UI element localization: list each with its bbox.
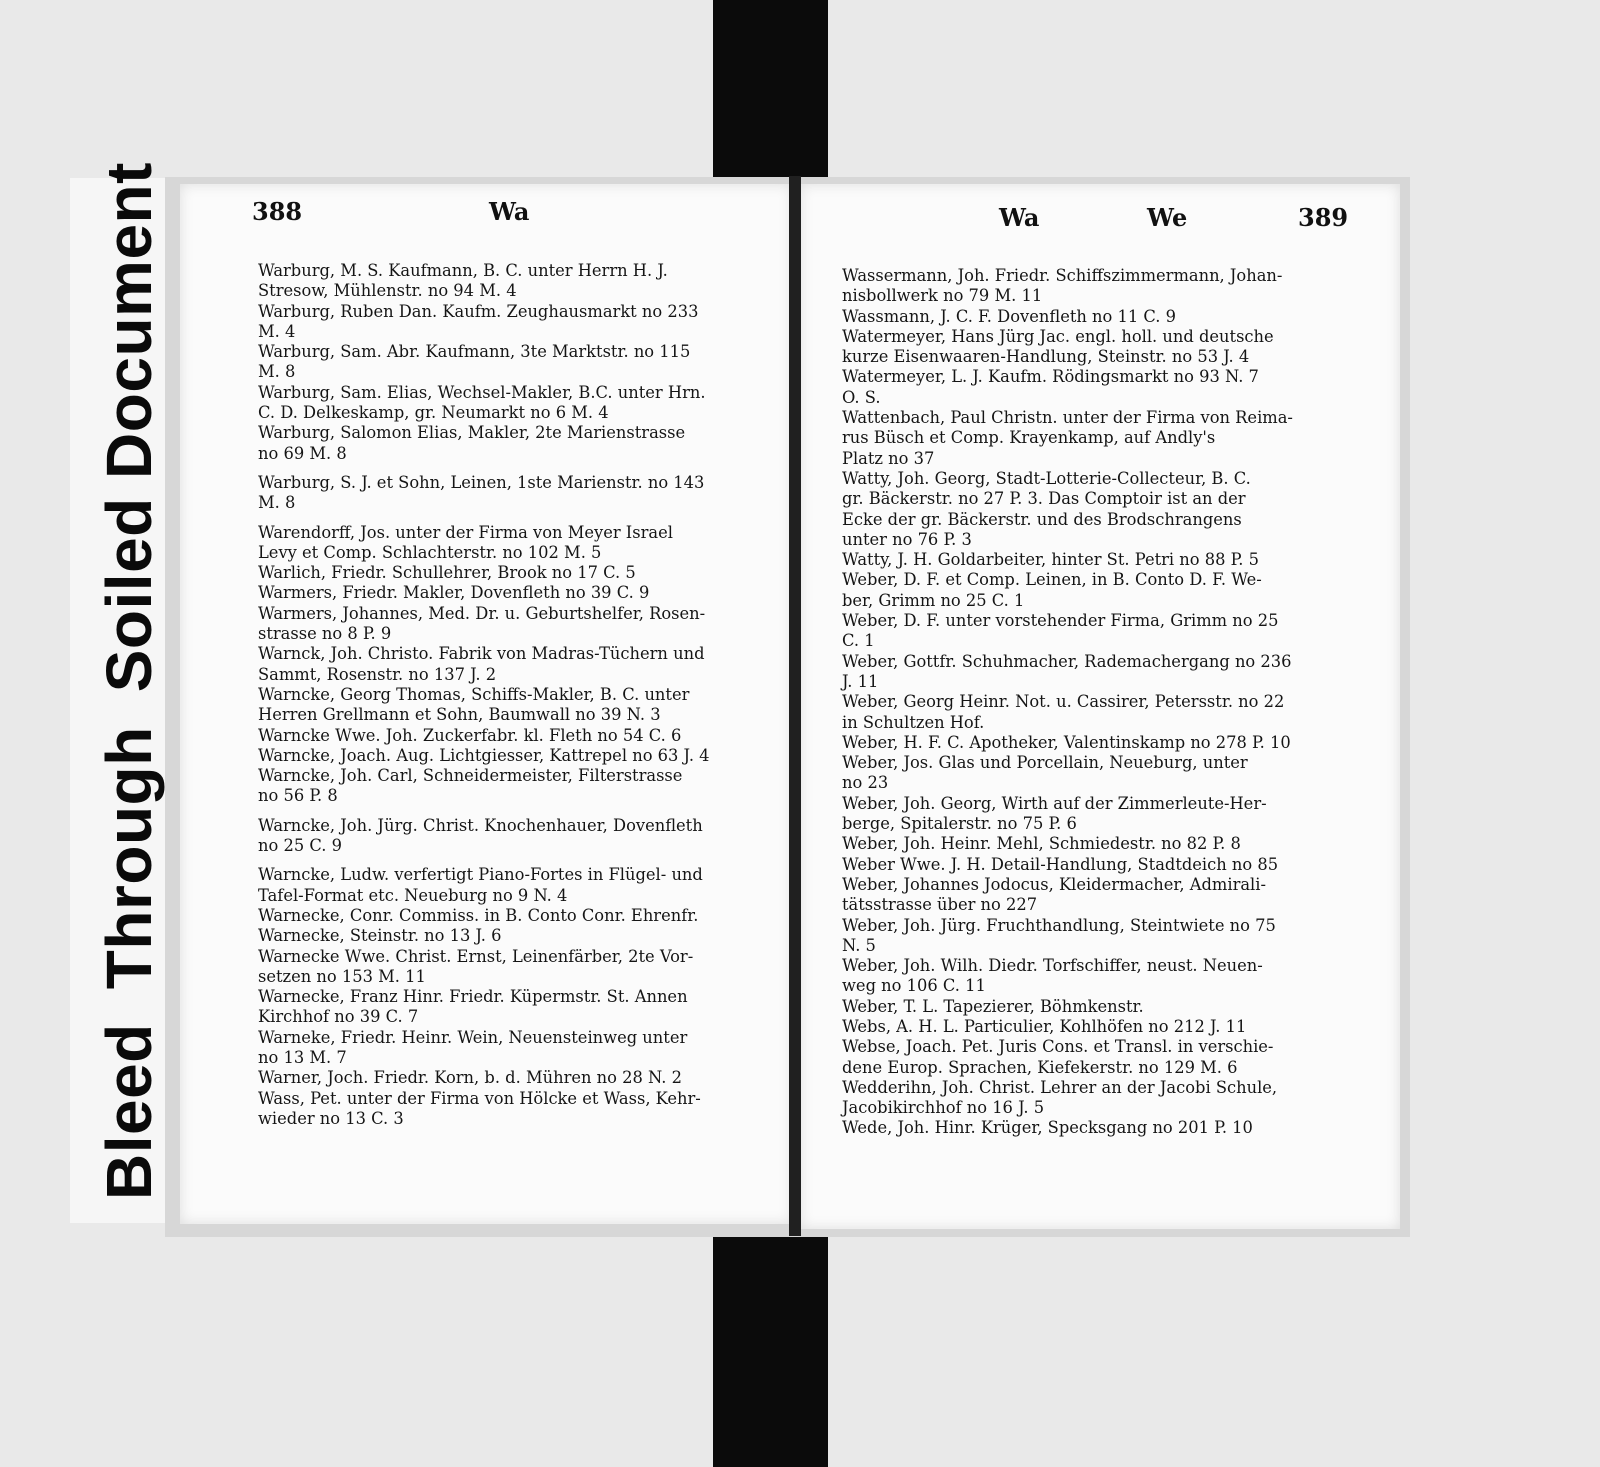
right-page-number: 389 xyxy=(1298,203,1349,232)
entry-line: Weber, Jos. Glas und Porcellain, Neueburg, unter xyxy=(842,753,1248,773)
entry-line: Wedderihn, Joh. Christ. Lehrer an der Jacobi Schule, xyxy=(842,1077,1278,1097)
entry-line: Warburg, Sam. Elias, Wechsel-Makler, B.C. unter Hrn. xyxy=(258,382,706,402)
directory-entry xyxy=(258,947,758,988)
entry-line: no 13 M. 7 xyxy=(258,1047,347,1067)
entry-line: J. 11 xyxy=(842,671,879,691)
entry-line: Weber, Gottfr. Schuhmacher, Rademachergang no 236 xyxy=(842,651,1292,671)
entry-line: Weber, D. F. et Comp. Leinen, in B. Conto D. F. We- xyxy=(842,570,1262,590)
entry-line: in Schultzen Hof. xyxy=(842,712,985,732)
left-entries-list xyxy=(258,261,758,1129)
entry-line: rus Büsch et Comp. Krayenkamp, auf Andly's xyxy=(842,428,1216,448)
entry-line: weg no 106 C. 11 xyxy=(842,976,986,996)
entry-line: Ecke der gr. Bäckerstr. und des Brodschrangens xyxy=(842,509,1242,529)
entry-line: Warnecke, Steinstr. no 13 J. 6 xyxy=(258,926,502,946)
entry-line: Wassermann, Joh. Friedr. Schiffszimmermann, Johan- xyxy=(842,266,1283,285)
entry-line: no 69 M. 8 xyxy=(258,443,347,463)
entry-line: dene Europ. Sprachen, Kiefekerstr. no 129 M. 6 xyxy=(842,1057,1238,1077)
directory-entry xyxy=(842,956,1342,997)
directory-entry xyxy=(258,726,758,746)
through-label: Through xyxy=(93,726,165,990)
entry-line: Herren Grellmann et Sohn, Baumwall no 39 N. 3 xyxy=(258,705,661,725)
directory-entry xyxy=(258,583,758,603)
entry-line: M. 8 xyxy=(258,362,296,382)
directory-entry xyxy=(258,766,758,807)
entry-line: Wass, Pet. unter der Firma von Hölcke et Wass, Kehr- xyxy=(258,1088,701,1108)
directory-entry xyxy=(258,563,758,583)
entry-line: Warnecke, Franz Hinr. Friedr. Küpermstr. St. Annen xyxy=(258,987,688,1007)
entry-line: strasse no 8 P. 9 xyxy=(258,624,392,644)
directory-entry xyxy=(258,342,758,383)
directory-entry xyxy=(842,834,1342,854)
directory-entry xyxy=(258,816,758,857)
entry-line: Weber, D. F. unter vorstehender Firma, Grimm no 25 xyxy=(842,611,1279,631)
entry-line: ber, Grimm no 25 C. 1 xyxy=(842,590,1025,610)
entry-line: Weber, Georg Heinr. Not. u. Cassirer, Petersstr. no 22 xyxy=(842,692,1285,712)
entry-line: Webs, A. H. L. Particulier, Kohlhöfen no 212 J. 11 xyxy=(842,1016,1247,1036)
entry-line: tätsstrasse über no 227 xyxy=(842,895,1038,915)
directory-entry xyxy=(842,469,1342,550)
directory-entry xyxy=(258,383,758,424)
directory-entry xyxy=(842,692,1342,733)
directory-entry xyxy=(842,408,1342,469)
directory-entry xyxy=(258,604,758,645)
entry-line: Tafel-Format etc. Neueburg no 9 N. 4 xyxy=(258,885,568,905)
directory-entry xyxy=(842,550,1342,570)
directory-entry xyxy=(258,746,758,766)
entry-line: Wattenbach, Paul Christn. unter der Firma von Reima- xyxy=(842,408,1293,428)
entry-line: Weber, Joh. Wilh. Diedr. Torfschiffer, neust. Neuen- xyxy=(842,956,1263,976)
directory-entry xyxy=(258,1028,758,1069)
entry-line: Webse, Joach. Pet. Juris Cons. et Transl. in verschie- xyxy=(842,1037,1274,1057)
entry-line: C. D. Delkeskamp, gr. Neumarkt no 6 M. 4 xyxy=(258,403,609,423)
entry-line: Warner, Joch. Friedr. Korn, b. d. Mühren no 28 N. 2 xyxy=(258,1068,682,1088)
entry-line: Warburg, M. S. Kaufmann, B. C. unter Herrn H. J. xyxy=(258,261,668,280)
directory-entry xyxy=(842,916,1342,957)
entry-line: unter no 76 P. 3 xyxy=(842,529,972,549)
entry-line: Sammt, Rosenstr. no 137 J. 2 xyxy=(258,664,497,684)
directory-entry xyxy=(842,611,1342,652)
directory-entry xyxy=(842,855,1342,875)
directory-entry xyxy=(842,327,1342,368)
directory-entry xyxy=(842,367,1342,408)
entry-line: Weber, H. F. C. Apotheker, Valentinskamp no 278 P. 10 xyxy=(842,732,1291,752)
entry-line: setzen no 153 M. 11 xyxy=(258,966,426,986)
directory-entry xyxy=(842,570,1342,611)
entry-line: M. 8 xyxy=(258,493,296,513)
entry-line: gr. Bäckerstr. no 27 P. 3. Das Comptoir ist an der xyxy=(842,489,1246,509)
entry-line: Warburg, Salomon Elias, Makler, 2te Marienstrasse xyxy=(258,423,686,443)
bleed-label: Bleed xyxy=(93,1023,165,1200)
directory-entry xyxy=(258,865,758,906)
directory-entry xyxy=(842,1118,1342,1138)
right-entries-list xyxy=(842,266,1342,1139)
book-gutter xyxy=(789,176,801,1236)
entry-line: Warneke, Friedr. Heinr. Wein, Neuensteinweg unter xyxy=(258,1027,688,1047)
directory-entry xyxy=(258,423,758,464)
directory-entry xyxy=(842,997,1342,1017)
directory-entry xyxy=(842,652,1342,693)
entry-line: no 25 C. 9 xyxy=(258,836,342,856)
entry-line: O. S. xyxy=(842,387,881,407)
entry-line: Warncke Wwe. Joh. Zuckerfabr. kl. Fleth no 54 C. 6 xyxy=(258,725,682,745)
left-page-number: 388 xyxy=(252,197,303,226)
directory-entry xyxy=(258,987,758,1028)
entry-line: Weber Wwe. J. H. Detail-Handlung, Stadtdeich no 85 xyxy=(842,854,1279,874)
right-page-header-left: Wa xyxy=(999,203,1040,232)
directory-entry xyxy=(258,685,758,726)
entry-line: Warmers, Johannes, Med. Dr. u. Geburtshelfer, Rosen- xyxy=(258,603,706,623)
entry-line: no 56 P. 8 xyxy=(258,786,338,806)
directory-entry xyxy=(258,523,758,564)
soiled-document-label: Soiled Document xyxy=(93,162,165,693)
entry-line: nisbollwerk no 79 M. 11 xyxy=(842,286,1043,306)
entry-line: C. 1 xyxy=(842,631,875,651)
sidebar-labels xyxy=(92,128,166,1200)
entry-line: kurze Eisenwaaren-Handlung, Steinstr. no 53 J. 4 xyxy=(842,347,1250,367)
entry-line: Warnecke Wwe. Christ. Ernst, Leinenfärber, 2te Vor- xyxy=(258,946,694,966)
directory-entry xyxy=(842,307,1342,327)
directory-entry xyxy=(258,906,758,947)
entry-line: Warnecke, Conr. Commiss. in B. Conto Conr. Ehrenfr. xyxy=(258,905,699,925)
directory-entry xyxy=(842,266,1342,307)
directory-entry xyxy=(258,1089,758,1130)
entry-line: Watty, J. H. Goldarbeiter, hinter St. Petri no 88 P. 5 xyxy=(842,550,1260,570)
entry-line: no 23 xyxy=(842,773,889,793)
directory-entry xyxy=(258,1068,758,1088)
directory-entry xyxy=(842,753,1342,794)
directory-entry xyxy=(258,261,758,302)
directory-entry xyxy=(842,1078,1342,1119)
entry-line: Warncke, Georg Thomas, Schiffs-Makler, B. C. unter xyxy=(258,684,690,704)
entry-line: Levy et Comp. Schlachterstr. no 102 M. 5 xyxy=(258,542,602,562)
entry-line: Warburg, S. J. et Sohn, Leinen, 1ste Marienstr. no 143 xyxy=(258,472,705,492)
entry-line: Wassmann, J. C. F. Dovenfleth no 11 C. 9 xyxy=(842,306,1176,326)
directory-entry xyxy=(842,733,1342,753)
entry-line: Jacobikirchhof no 16 J. 5 xyxy=(842,1098,1045,1118)
entry-line: Weber, T. L. Tapezierer, Böhmkenstr. xyxy=(842,996,1144,1016)
directory-entry xyxy=(842,1037,1342,1078)
entry-line: Warncke, Joach. Aug. Lichtgiesser, Kattrepel no 63 J. 4 xyxy=(258,745,710,765)
entry-line: Wede, Joh. Hinr. Krüger, Specksgang no 201 P. 10 xyxy=(842,1118,1253,1138)
right-page-header-right: We xyxy=(1147,203,1188,232)
entry-line: Kirchhof no 39 C. 7 xyxy=(258,1007,419,1027)
left-page-header: Wa xyxy=(489,197,530,226)
entry-line: Watermeyer, L. J. Kaufm. Rödingsmarkt no 93 N. 7 xyxy=(842,367,1259,387)
entry-line: Watty, Joh. Georg, Stadt-Lotterie-Collecteur, B. C. xyxy=(842,468,1251,488)
entry-line: Weber, Joh. Jürg. Fruchthandlung, Steintwiete no 75 xyxy=(842,915,1276,935)
binding-strap-bottom xyxy=(713,1230,828,1467)
directory-entry xyxy=(258,473,758,514)
entry-line: Weber, Johannes Jodocus, Kleidermacher, Admirali- xyxy=(842,874,1266,894)
entry-line: Watermeyer, Hans Jürg Jac. engl. holl. und deutsche xyxy=(842,326,1274,346)
entry-line: Warncke, Joh. Carl, Schneidermeister, Filterstrasse xyxy=(258,766,683,786)
entry-line: Warlich, Friedr. Schullehrer, Brook no 17 C. 5 xyxy=(258,563,636,583)
entry-line: Warncke, Ludw. verfertigt Piano-Fortes in Flügel- und xyxy=(258,865,703,885)
entry-line: berge, Spitalerstr. no 75 P. 6 xyxy=(842,814,1077,834)
entry-line: Platz no 37 xyxy=(842,448,935,468)
entry-line: wieder no 13 C. 3 xyxy=(258,1108,404,1128)
directory-entry xyxy=(842,794,1342,835)
entry-line: N. 5 xyxy=(842,935,876,955)
entry-line: Warnck, Joh. Christo. Fabrik von Madras-Tüchern und xyxy=(258,644,705,664)
entry-line: Warendorff, Jos. unter der Firma von Meyer Israel xyxy=(258,522,673,542)
directory-entry xyxy=(842,875,1342,916)
entry-line: Warburg, Ruben Dan. Kaufm. Zeughausmarkt no 233 xyxy=(258,301,699,321)
entry-line: Warncke, Joh. Jürg. Christ. Knochenhauer, Dovenfleth xyxy=(258,815,703,835)
directory-entry xyxy=(842,1017,1342,1037)
entry-line: M. 4 xyxy=(258,321,296,341)
entry-line: Weber, Joh. Heinr. Mehl, Schmiedestr. no 82 P. 8 xyxy=(842,834,1241,854)
binding-strap-top xyxy=(713,0,828,180)
entry-line: Weber, Joh. Georg, Wirth auf der Zimmerleute-Her- xyxy=(842,793,1267,813)
entry-line: Warmers, Friedr. Makler, Dovenfleth no 39 C. 9 xyxy=(258,583,650,603)
directory-entry xyxy=(258,302,758,343)
entry-line: Warburg, Sam. Abr. Kaufmann, 3te Marktstr. no 115 xyxy=(258,342,691,362)
entry-line: Stresow, Mühlenstr. no 94 M. 4 xyxy=(258,281,517,301)
directory-entry xyxy=(258,644,758,685)
